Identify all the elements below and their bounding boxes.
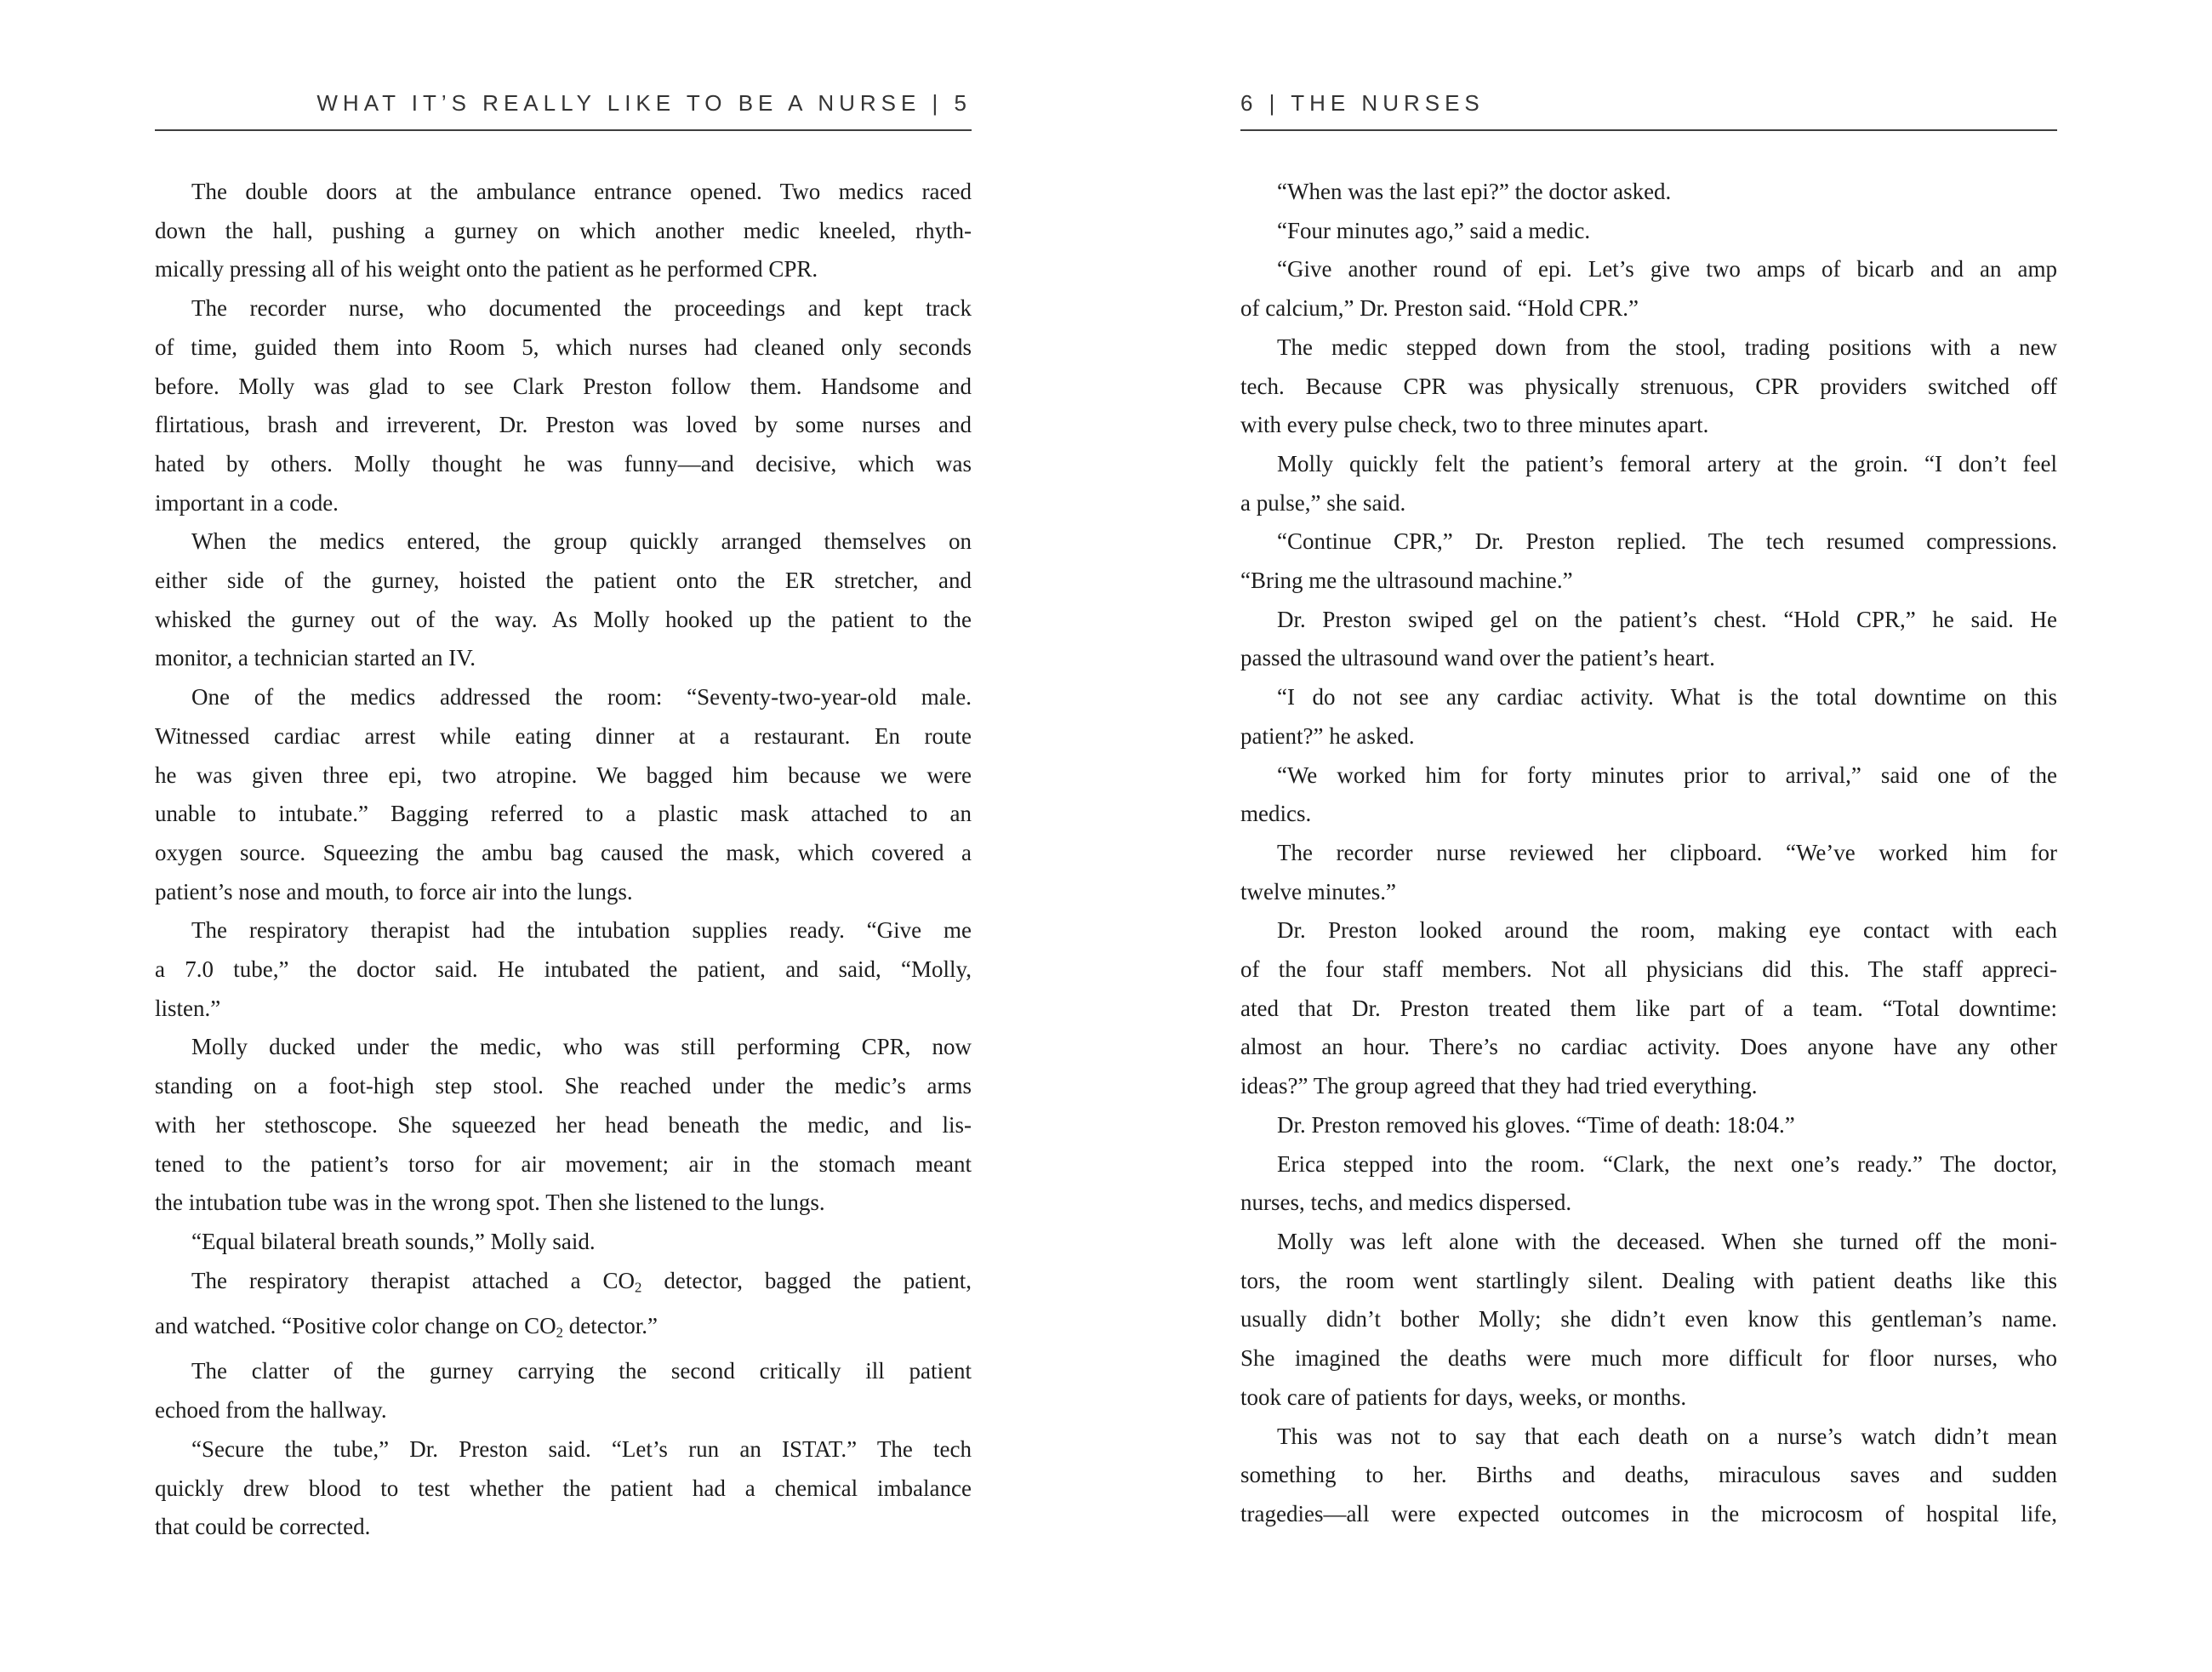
text-line: a pulse,” she said. — [1240, 489, 1406, 516]
text-line: tors, the room went startlingly silent. Dealing with patient deaths like this — [1240, 1267, 2057, 1293]
text-line: patient?” he asked. — [1240, 722, 1415, 749]
text-line: Molly was left alone with the deceased. When she turned off the moni- — [1277, 1228, 2057, 1254]
text-line: “I do not see any cardiac activity. What is the total downtime on this — [1277, 684, 2057, 710]
text-line: mically pressing all of his weight onto the patient as he performed CPR. — [155, 256, 818, 282]
text-line: nurses, techs, and medics dispersed. — [1240, 1190, 1572, 1216]
page-body-left — [155, 173, 972, 1547]
text-line: The recorder nurse, who documented the proceedings and kept track — [191, 295, 972, 322]
text-line: patient’s nose and mouth, to force air into the lungs. — [155, 878, 633, 904]
text-line: Dr. Preston removed his gloves. “Time of death: 18:04.” — [1277, 1111, 1795, 1138]
co2-subscript: 2 — [556, 1324, 563, 1341]
text-line: “Four minutes ago,” said a medic. — [1277, 217, 1591, 243]
text-line: Molly ducked under the medic, who was still performing CPR, now — [191, 1034, 972, 1060]
text-line: quickly drew blood to test whether the patient had a chemical imbalance — [155, 1475, 972, 1501]
text-line: medics. — [1240, 801, 1312, 827]
text-line: with every pulse check, two to three minutes apart. — [1240, 412, 1709, 438]
text-line: listen.” — [155, 995, 221, 1021]
text-line: When the medics entered, the group quickly arranged themselves on — [191, 528, 972, 555]
text-line: ated that Dr. Preston treated them like part of a team. “Total downtime: — [1240, 995, 2057, 1021]
text-line: tech. Because CPR was physically strenuous, CPR providers switched off — [1240, 373, 2057, 399]
text-line: “We worked him for forty minutes prior to arrival,” said one of the — [1277, 762, 2057, 788]
text-line: unable to intubate.” Bagging referred to a plastic mask attached to an — [155, 801, 972, 827]
text-line: that could be corrected. — [155, 1514, 371, 1540]
text-line: “Secure the tube,” Dr. Preston said. “Let’s run an ISTAT.” The tech — [191, 1435, 972, 1462]
text-line: flirtatious, brash and irreverent, Dr. Preston was loved by some nurses and — [155, 412, 972, 438]
text-line: hated by others. Molly thought he was funny—and decisive, which was — [155, 450, 972, 476]
text-line: “Equal bilateral breath sounds,” Molly said. — [191, 1228, 596, 1254]
text-line: The double doors at the ambulance entrance opened. Two medics raced — [191, 179, 972, 204]
text-line: either side of the gurney, hoisted the patient onto the ER stretcher, and — [155, 568, 972, 594]
text-line: took care of patients for days, weeks, or months. — [1240, 1384, 1687, 1410]
text-line: of time, guided them into Room 5, which nurses had cleaned only seconds — [155, 334, 972, 360]
text-line: almost an hour. There’s no cardiac activity. Does anyone have any other — [1240, 1034, 2057, 1060]
text-line: “Continue CPR,” Dr. Preston replied. The tech resumed compressions. — [1277, 528, 2057, 555]
text-line: usually didn’t bother Molly; she didn’t even know this gentleman’s name. — [1240, 1306, 2057, 1332]
text-line: monitor, a technician started an IV. — [155, 645, 476, 671]
text-line: “When was the last epi?” the doctor asked. — [1277, 179, 1672, 204]
text-line: something to her. Births and deaths, miraculous saves and sudden — [1240, 1462, 2057, 1488]
text-line: passed the ultrasound wand over the patient’s heart. — [1240, 645, 1715, 671]
text-line: with her stethoscope. She squeezed her head beneath the medic, and lis- — [155, 1111, 972, 1138]
text-line: The clatter of the gurney carrying the second critically ill patient — [191, 1358, 972, 1384]
text-line: down the hall, pushing a gurney on which another medic kneeled, rhyth- — [155, 217, 972, 243]
text-line: The medic stepped down from the stool, trading positions with a new — [1277, 334, 2057, 360]
text-line: Erica stepped into the room. “Clark, the next one’s ready.” The doctor, — [1277, 1150, 2057, 1177]
text-line: She imagined the deaths were much more difficult for floor nurses, who — [1240, 1345, 2057, 1372]
text-line: The respiratory therapist attached a $CO_2$ detector, bagged the patient, — [191, 1267, 972, 1296]
text-line: a 7.0 tube,” the doctor said. He intubated the patient, and said, “Molly, — [155, 956, 972, 983]
text-line: twelve minutes.” — [1240, 878, 1396, 904]
text-line: This was not to say that each death on a nurse’s watch didn’t mean — [1277, 1423, 2057, 1449]
text-line: The respiratory therapist had the intubation supplies ready. “Give me — [191, 917, 972, 944]
text-line: Witnessed cardiac arrest while eating dinner at a restaurant. En route — [155, 722, 972, 749]
text-line: of calcium,” Dr. Preston said. “Hold CPR.” — [1240, 295, 1639, 322]
text-line: before. Molly was glad to see Clark Preston follow them. Handsome and — [155, 373, 972, 399]
page-right — [1240, 0, 2057, 1672]
text-line: of the four staff members. Not all physicians did this. The staff appreci- — [1240, 956, 2057, 983]
text-line: echoed from the hallway. — [155, 1397, 387, 1424]
text-line: “Give another round of epi. Let’s give two amps of bicarb and an amp — [1277, 256, 2057, 282]
text-line: important in a code. — [155, 489, 339, 516]
text-line: Molly quickly felt the patient’s femoral artery at the groin. “I don’t feel — [1277, 450, 2057, 476]
header-rule-right — [1240, 129, 2057, 131]
text-line: ideas?” The group agreed that they had tried everything. — [1240, 1073, 1758, 1099]
text-line: tragedies—all were expected outcomes in the microcosm of hospital life, — [1240, 1500, 2057, 1526]
text-line: Dr. Preston looked around the room, making eye contact with each — [1277, 917, 2057, 944]
text-line: “Bring me the ultrasound machine.” — [1240, 568, 1573, 594]
text-line: the intubation tube was in the wrong spot. Then she listened to the lungs. — [155, 1190, 825, 1216]
page-body-right — [1240, 173, 2057, 1534]
text-line: standing on a foot-high step stool. She reached under the medic’s arms — [155, 1073, 972, 1099]
text-line: tened to the patient’s torso for air movement; air in the stomach meant — [155, 1150, 972, 1177]
text-line: whisked the gurney out of the way. As Molly hooked up the patient to the — [155, 606, 972, 632]
text-line: he was given three epi, two atropine. We bagged him because we were — [155, 762, 972, 788]
running-head-right: 6 | THE NURSES — [1240, 90, 1485, 116]
header-rule-left — [155, 129, 972, 131]
running-head-left: WHAT IT’S REALLY LIKE TO BE A NURSE | 5 — [316, 90, 972, 116]
text-line: The recorder nurse reviewed her clipboard. “We’ve worked him for — [1277, 839, 2057, 865]
page-left — [155, 0, 972, 1672]
text-line: oxygen source. Squeezing the ambu bag caused the mask, which covered a — [155, 839, 972, 865]
text-line: and watched. “Positive color change on $CO_2$ detector.” — [155, 1313, 658, 1341]
text-line: One of the medics addressed the room: “Seventy-two-year-old male. — [191, 684, 972, 710]
text-line: Dr. Preston swiped gel on the patient’s chest. “Hold CPR,” he said. He — [1277, 606, 2057, 632]
co2-subscript: 2 — [635, 1279, 642, 1296]
